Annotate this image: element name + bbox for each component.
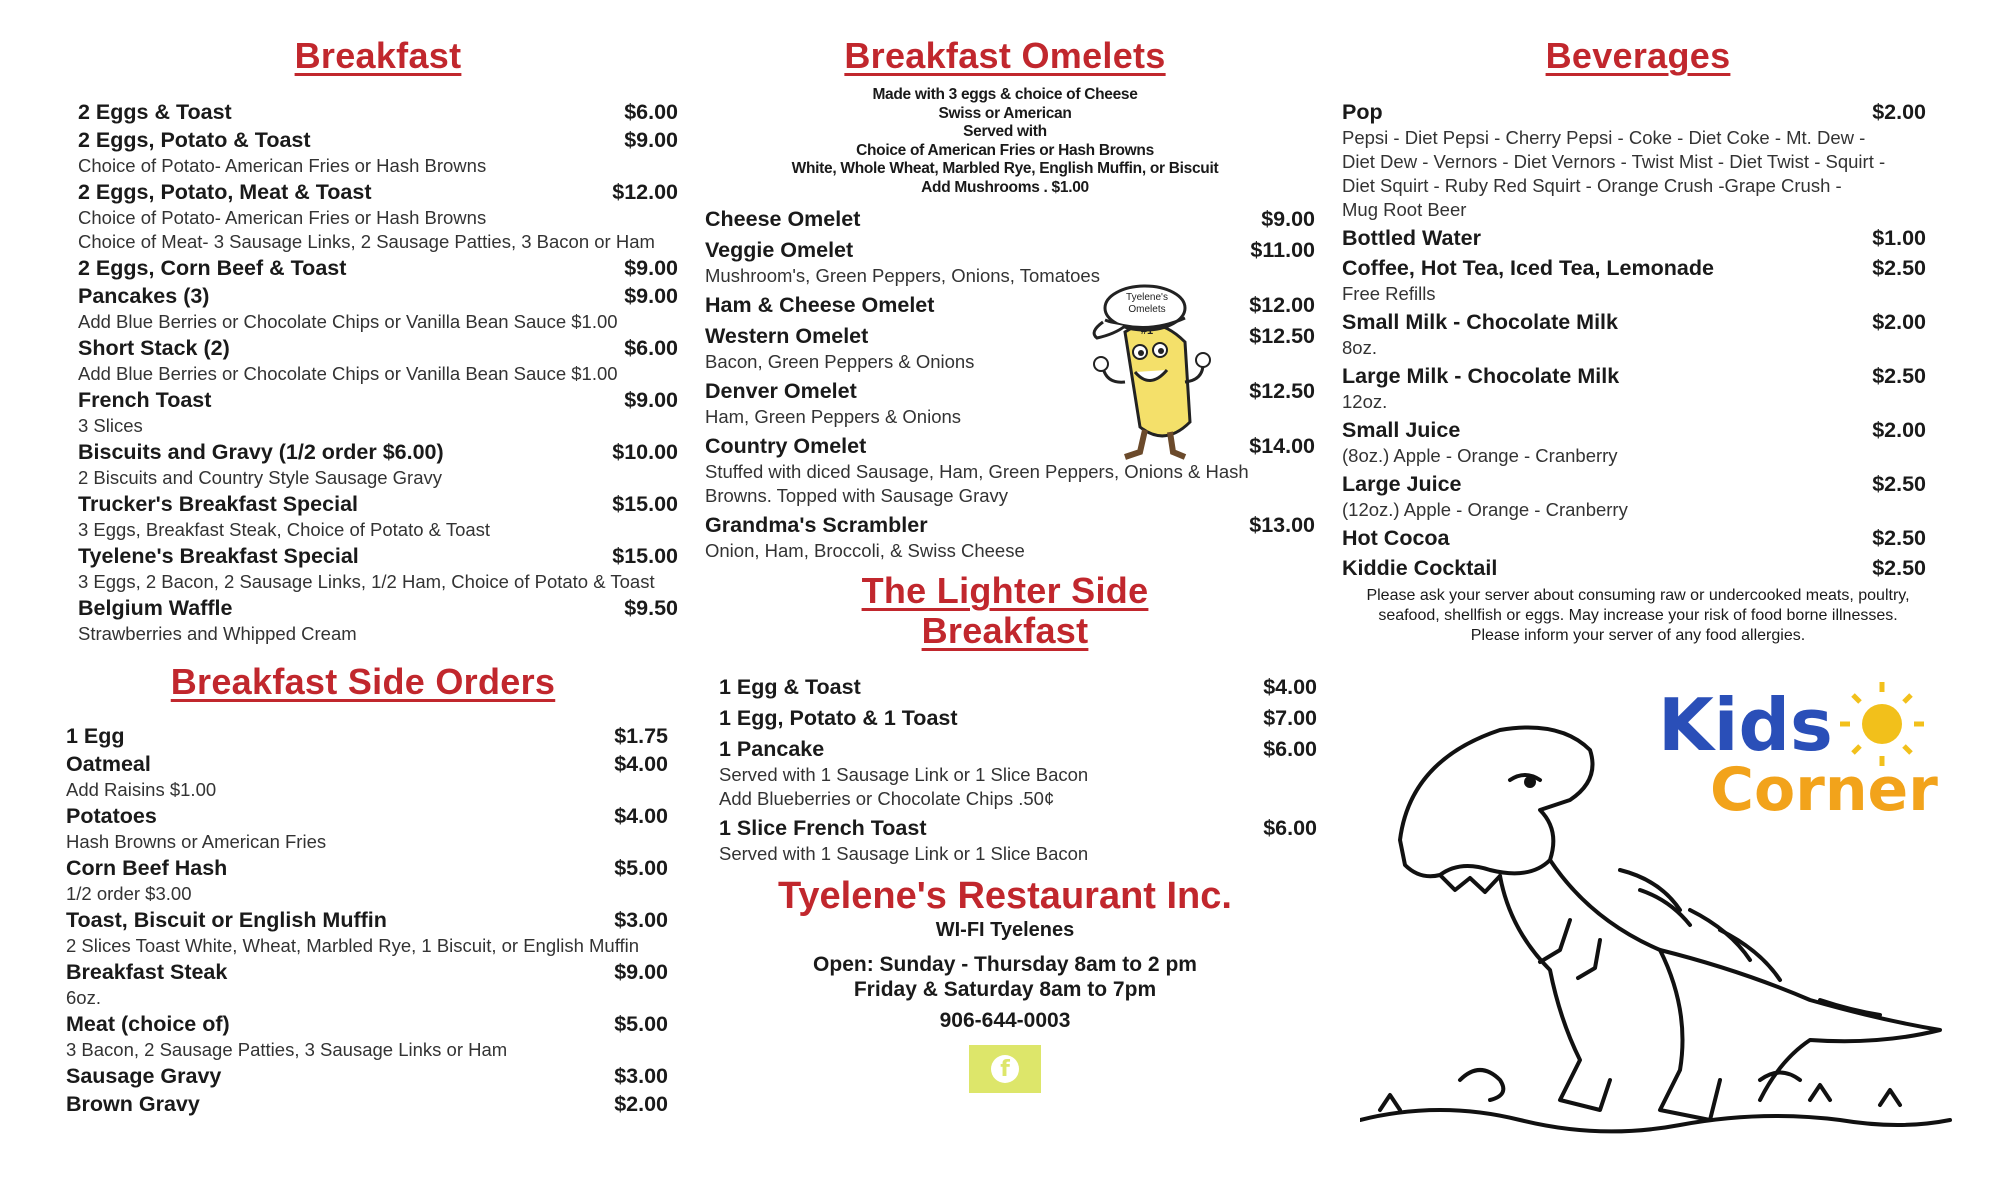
menu-item-name: Ham & Cheese Omelet (705, 293, 935, 317)
menu-item (1342, 554, 1926, 582)
menu-item-description: 3 Eggs, 2 Bacon, 2 Sausage Links, 1/2 Ham, Choice of Potato & Toast (78, 571, 655, 592)
menu-item-description: Mushroom's, Green Peppers, Onions, Tomatoes (705, 265, 1100, 286)
mascot-hat-number: #1 (1140, 325, 1154, 337)
allergy-disclaimer (1338, 586, 1938, 646)
menu-item-name: Toast, Biscuit or English Muffin (66, 908, 387, 932)
menu-item (78, 126, 678, 154)
menu-item-name: 2 Eggs & Toast (78, 100, 232, 124)
kids-corner-text-2: Corner (1710, 755, 1938, 825)
menu-item (719, 704, 1317, 732)
menu-item-description: Mug Root Beer (1342, 199, 1467, 220)
menu-item-price: $6.00 (624, 100, 678, 124)
menu-item-description: Diet Squirt - Ruby Red Squirt - Orange Crush -Grape Crush - (1342, 175, 1842, 196)
menu-item-name: Belgium Waffle (78, 596, 233, 620)
menu-item (78, 542, 678, 570)
menu-item-name: Breakfast Steak (66, 960, 228, 984)
menu-item-price: $4.00 (614, 752, 668, 776)
menu-item-description: Served with 1 Sausage Link or 1 Slice Bacon (719, 764, 1089, 785)
menu-item-name: Trucker's Breakfast Special (78, 492, 358, 516)
menu-item-description: Choice of Meat- 3 Sausage Links, 2 Sausage Patties, 3 Bacon or Ham (78, 231, 655, 252)
menu-item-name: Large Milk - Chocolate Milk (1342, 364, 1620, 388)
menu-item-name: Small Juice (1342, 418, 1461, 442)
menu-item-description: Served with 1 Sausage Link or 1 Slice Bacon (719, 843, 1089, 864)
menu-item-description: 8oz. (1342, 337, 1377, 358)
kids-corner-text-1: Kids (1658, 683, 1833, 767)
menu-item (66, 1090, 668, 1118)
menu-item-name: Veggie Omelet (705, 238, 854, 262)
menu-item (66, 1010, 668, 1038)
disclaimer-line: seafood, shellfish or eggs. May increase your risk of food borne illnesses. (1378, 607, 1898, 624)
menu-item-name: Meat (choice of) (66, 1012, 230, 1036)
menu-item (719, 735, 1317, 763)
omelet-mascot-icon (1085, 272, 1215, 462)
menu-item (66, 906, 668, 934)
menu-item-description: Hash Browns or American Fries (66, 831, 327, 852)
menu-item-price: $5.00 (614, 856, 668, 880)
omelets-intro (705, 86, 1305, 197)
menu-item-description: Browns. Topped with Sausage Gravy (705, 485, 1009, 506)
menu-item (66, 802, 668, 830)
lighter-side-heading-line2: Breakfast (921, 610, 1089, 651)
menu-item-price: $9.00 (624, 388, 678, 412)
menu-item (78, 594, 678, 622)
facebook-f-glyph: f (991, 1055, 1019, 1083)
menu-item-description: Add Raisins $1.00 (66, 779, 217, 800)
menu-item (78, 386, 678, 414)
lighter-side-list (719, 673, 1317, 866)
menu-item (78, 438, 678, 466)
menu-item (1342, 524, 1926, 552)
menu-item-price: $13.00 (1249, 513, 1315, 537)
menu-item-description: 12oz. (1342, 391, 1388, 412)
menu-item-price: $9.00 (624, 284, 678, 308)
menu-item-price: $6.00 (624, 336, 678, 360)
menu-item-description: 6oz. (66, 987, 101, 1008)
menu-item-price: $2.00 (1872, 310, 1926, 334)
menu-item-description: Bacon, Green Peppers & Onions (705, 351, 975, 372)
menu-item-price: $12.00 (612, 180, 678, 204)
menu-item-price: $9.50 (624, 596, 678, 620)
omelets-list (705, 205, 1315, 563)
menu-item-price: $5.00 (614, 1012, 668, 1036)
menu-item-description: 3 Bacon, 2 Sausage Patties, 3 Sausage Links or Ham (66, 1039, 508, 1060)
menu-item-price: $1.00 (1872, 226, 1926, 250)
menu-item-name: Brown Gravy (66, 1092, 200, 1116)
menu-item-name: Short Stack (2) (78, 336, 230, 360)
omelets-intro-line: Swiss or American (938, 104, 1072, 122)
menu-item-description: Strawberries and Whipped Cream (78, 623, 357, 644)
menu-item (66, 722, 668, 750)
facebook-icon[interactable] (969, 1045, 1041, 1093)
menu-item (78, 334, 678, 362)
menu-item-description: Ham, Green Peppers & Onions (705, 406, 962, 427)
menu-item (705, 432, 1315, 460)
menu-item (1342, 308, 1926, 336)
menu-item-name: 2 Eggs, Potato & Toast (78, 128, 311, 152)
omelets-intro-line: Made with 3 eggs & choice of Cheese (872, 86, 1138, 103)
menu-item-price: $2.00 (614, 1092, 668, 1116)
menu-item (705, 511, 1315, 539)
lighter-side-heading-line1: The Lighter Side (861, 570, 1149, 611)
side-orders-heading: Breakfast Side Orders (170, 661, 556, 702)
menu-item-price: $2.50 (1872, 472, 1926, 496)
omelets-intro-line: Add Mushrooms . $1.00 (921, 178, 1089, 196)
menu-item (78, 98, 678, 126)
menu-item-name: Large Juice (1342, 472, 1462, 496)
menu-item (78, 282, 678, 310)
mascot-hat-text-2: Omelets (1128, 304, 1166, 315)
omelets-heading: Breakfast Omelets (844, 35, 1166, 76)
menu-item-name: Biscuits and Gravy (1/2 order $6.00) (78, 440, 444, 464)
menu-item-description: 3 Eggs, Breakfast Steak, Choice of Potato & Toast (78, 519, 491, 540)
menu-item-name: Kiddie Cocktail (1342, 556, 1498, 580)
menu-item-description: Add Blueberries or Chocolate Chips .50¢ (719, 788, 1055, 809)
menu-item-price: $15.00 (612, 492, 678, 516)
menu-item-name: Pop (1342, 100, 1383, 124)
menu-item-name: Coffee, Hot Tea, Iced Tea, Lemonade (1342, 256, 1714, 280)
menu-item-price: $2.50 (1872, 364, 1926, 388)
menu-item-name: Bottled Water (1342, 226, 1481, 250)
side-orders-list (66, 722, 668, 1118)
menu-item (66, 958, 668, 986)
menu-item-description: 1/2 order $3.00 (66, 883, 192, 904)
menu-item-name: 1 Egg, Potato & 1 Toast (719, 706, 958, 730)
menu-item-price: $11.00 (1250, 238, 1315, 262)
menu-item-price: $12.50 (1249, 379, 1315, 403)
beverages-heading: Beverages (1545, 35, 1731, 76)
menu-item-description: Add Blue Berries or Chocolate Chips or Vanilla Bean Sauce $1.00 (78, 363, 618, 384)
dinosaur-illustration (1360, 700, 1960, 1150)
menu-item-name: Corn Beef Hash (66, 856, 228, 880)
menu-item-price: $6.00 (1263, 737, 1317, 761)
menu-item-price: $4.00 (614, 804, 668, 828)
menu-item-name: 2 Eggs, Potato, Meat & Toast (78, 180, 372, 204)
menu-item (66, 854, 668, 882)
menu-item (705, 291, 1315, 319)
menu-item-description: Choice of Potato- American Fries or Hash Browns (78, 207, 487, 228)
menu-item-price: $9.00 (624, 128, 678, 152)
menu-item (719, 814, 1317, 842)
menu-item-price: $2.00 (1872, 418, 1926, 442)
menu-item (1342, 416, 1926, 444)
menu-item-description: 2 Biscuits and Country Style Sausage Gravy (78, 467, 443, 488)
menu-item-description: (8oz.) Apple - Orange - Cranberry (1342, 445, 1618, 466)
menu-item-price: $10.00 (612, 440, 678, 464)
menu-item-description: Add Blue Berries or Chocolate Chips or Vanilla Bean Sauce $1.00 (78, 311, 618, 332)
menu-item-name: 1 Pancake (719, 737, 825, 761)
omelets-intro-line: Choice of American Fries or Hash Browns (856, 141, 1154, 159)
menu-item (66, 1062, 668, 1090)
menu-item (1342, 224, 1926, 252)
menu-item-price: $1.75 (614, 724, 668, 748)
omelets-intro-line: White, Whole Wheat, Marbled Rye, English Muffin, or Biscuit (791, 160, 1219, 177)
wifi-info: WI-FI Tyelenes (935, 919, 1075, 941)
menu-item-description: (12oz.) Apple - Orange - Cranberry (1342, 499, 1628, 520)
menu-item (1342, 98, 1926, 126)
menu-item-name: 1 Egg (66, 724, 125, 748)
menu-item-price: $15.00 (612, 544, 678, 568)
phone-number: 906-644-0003 (939, 1009, 1071, 1032)
column-middle (705, 0, 1317, 1093)
menu-item-name: Country Omelet (705, 434, 867, 458)
menu-item (78, 490, 678, 518)
menu-item (705, 377, 1315, 405)
column-right (1338, 0, 1938, 646)
menu-item (719, 673, 1317, 701)
breakfast-heading: Breakfast (294, 35, 462, 76)
menu-item (66, 750, 668, 778)
hours-line-2: Friday & Saturday 8am to 7pm (853, 978, 1157, 1001)
menu-item-price: $9.00 (614, 960, 668, 984)
breakfast-list (78, 98, 678, 646)
menu-item-price: $12.00 (1249, 293, 1315, 317)
menu-item-description: Choice of Potato- American Fries or Hash Browns (78, 155, 487, 176)
menu-item-price: $9.00 (1261, 207, 1315, 231)
menu-item-price: $2.50 (1872, 526, 1926, 550)
menu-item-price: $2.50 (1872, 256, 1926, 280)
menu-item-name: Small Milk - Chocolate Milk (1342, 310, 1618, 334)
menu-item-name: 1 Egg & Toast (719, 675, 861, 699)
restaurant-name: Tyelene's Restaurant Inc. (778, 875, 1232, 917)
menu-item-price: $3.00 (614, 1064, 668, 1088)
menu-item-name: Hot Cocoa (1342, 526, 1450, 550)
menu-item-name: Tyelene's Breakfast Special (78, 544, 359, 568)
menu-item-description: Onion, Ham, Broccoli, & Swiss Cheese (705, 540, 1025, 561)
menu-item (705, 236, 1315, 264)
menu-item-name: 2 Eggs, Corn Beef & Toast (78, 256, 347, 280)
menu-item (78, 178, 678, 206)
hours-line-1: Open: Sunday - Thursday 8am to 2 pm (813, 953, 1197, 976)
menu-item-price: $2.50 (1872, 556, 1926, 580)
menu-item-price: $7.00 (1263, 706, 1317, 730)
menu-item-description: 2 Slices Toast White, Wheat, Marbled Rye, 1 Biscuit, or English Muffin (66, 935, 640, 956)
menu-item-name: Denver Omelet (705, 379, 857, 403)
menu-item-description: 3 Slices (78, 415, 143, 436)
menu-item-price: $12.50 (1249, 324, 1315, 348)
menu-item (1342, 254, 1926, 282)
menu-item-name: Sausage Gravy (66, 1064, 222, 1088)
beverages-list (1342, 98, 1926, 582)
menu-item-name: French Toast (78, 388, 212, 412)
menu-item-name: Oatmeal (66, 752, 151, 776)
column-left (66, 0, 678, 1118)
menu-item (1342, 362, 1926, 390)
menu-item-description: Stuffed with diced Sausage, Ham, Green Peppers, Onions & Hash (705, 461, 1249, 482)
menu-item-description: Free Refills (1342, 283, 1436, 304)
menu-item-price: $6.00 (1263, 816, 1317, 840)
menu-item (705, 205, 1315, 233)
menu-item-description: Diet Dew - Vernors - Diet Vernors - Twist Mist - Diet Twist - Squirt - (1342, 151, 1886, 172)
menu-item-name: Potatoes (66, 804, 157, 828)
disclaimer-line: Please ask your server about consuming raw or undercooked meats, poultry, (1366, 587, 1910, 604)
menu-item-name: Cheese Omelet (705, 207, 861, 231)
menu-item-name: Western Omelet (705, 324, 869, 348)
menu-item-price: $14.00 (1249, 434, 1315, 458)
disclaimer-line: Please inform your server of any food allergies. (1470, 627, 1806, 644)
menu-item (1342, 470, 1926, 498)
mascot-hat-text-1: Tyelene's (1126, 292, 1168, 303)
omelets-intro-line: Served with (963, 123, 1047, 140)
menu-item (705, 322, 1315, 350)
menu-item-name: 1 Slice French Toast (719, 816, 927, 840)
menu-item-price: $4.00 (1263, 675, 1317, 699)
menu-item-description: Pepsi - Diet Pepsi - Cherry Pepsi - Coke - Diet Coke - Mt. Dew - (1342, 127, 1866, 148)
menu-item-name: Grandma's Scrambler (705, 513, 928, 537)
menu-item-price: $9.00 (624, 256, 678, 280)
menu-item (78, 254, 678, 282)
menu-item-price: $3.00 (614, 908, 668, 932)
menu-item-price: $2.00 (1872, 100, 1926, 124)
menu-item-name: Pancakes (3) (78, 284, 210, 308)
